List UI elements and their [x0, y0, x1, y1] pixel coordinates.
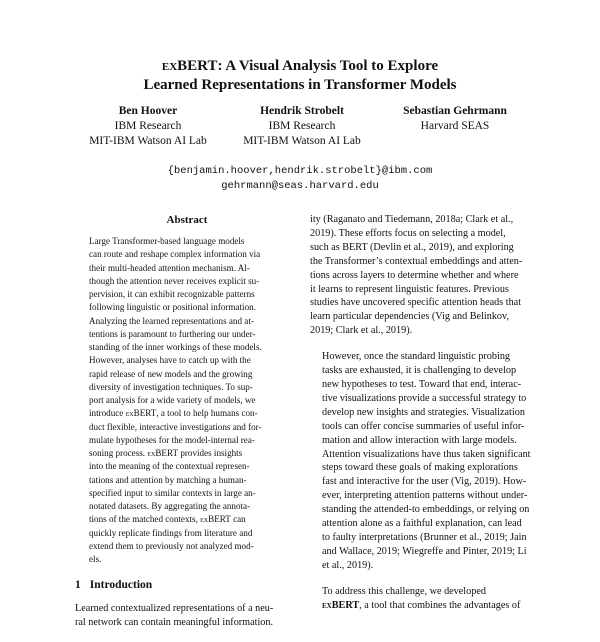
section-title: Introduction	[89, 579, 153, 592]
text-line: Attention visualizations have thus taken significant	[322, 448, 531, 460]
text-line: tasks are exhausted, it is challenging to develop	[322, 365, 517, 377]
text-line: Large Transformer-based language models	[89, 236, 245, 246]
paragraph	[310, 585, 534, 613]
text-line: 2019). These efforts focus on selecting a model,	[310, 227, 506, 239]
text-line: the Transformer’s contextual embeddings and atten-	[310, 255, 523, 267]
author-1	[70, 104, 226, 149]
text-line: though the attention never receives explicit su-	[89, 275, 260, 286]
author-2	[228, 104, 376, 149]
text-line: duct flexible, interactive investigations and for-	[89, 421, 262, 432]
text-line: and Wallace, 2019; Wiegreffe and Pinter, 2019; Li	[322, 545, 527, 557]
right-column	[310, 213, 534, 624]
text-line: mation and allow interaction with large models.	[322, 434, 517, 446]
abstract-heading: Abstract	[166, 214, 208, 226]
text-line: can route and reshape complex information via	[89, 249, 261, 260]
author-affiliation: Harvard SEAS	[420, 120, 490, 132]
title-line2: Learned Representations in Transformer Models	[143, 77, 457, 93]
text-line: standing the attended-to embeddings, or relying on	[322, 504, 530, 516]
text-line: such as BERT (Devlin et al., 2019), and exploring	[310, 241, 514, 253]
text-line: et al., 2019).	[322, 559, 374, 571]
abstract-body	[89, 235, 289, 566]
text-line: tions of the matched contexts, exBERT can	[89, 514, 246, 525]
author-emails	[100, 164, 500, 194]
text-line: develop new insights and strategies. Visualization	[322, 406, 525, 418]
text-line: quickly replicate findings from literature and	[89, 527, 253, 538]
text-line: ity (Raganato and Tiedemann, 2018a; Clark et al.,	[310, 214, 514, 225]
text-line: mulate hypotheses for the model-internal rea-	[89, 434, 255, 445]
text-line: However, analyses have to catch up with the	[89, 355, 251, 366]
text-line: learn particular dependencies (Vig and Belinkov,	[310, 311, 510, 323]
text-line: diversity of investigation techniques. To sup-	[89, 381, 253, 392]
author-affiliation: MIT-IBM Watson AI Lab	[243, 135, 361, 147]
text-line: els.	[89, 554, 102, 564]
text-line: introduce exBERT, a tool to help humans con-	[89, 408, 258, 419]
author-name: Sebastian Gehrmann	[403, 105, 507, 117]
text-line: tentions is paramount to furthering our under-	[89, 328, 256, 339]
text-line: their multi-headed attention mechanism. Al-	[89, 262, 250, 273]
text-line: following linguistic or positional information.	[89, 302, 256, 313]
text-line: To address this challenge, we developed	[322, 585, 486, 597]
text-line: port analysis for a wide variety of models, we	[89, 395, 256, 405]
text-line: fast and interactive for the user (Vig, 2019). How-	[322, 476, 527, 488]
text-line: 2019; Clark et al., 2019).	[310, 325, 413, 337]
text-line: attention alone as a faithful explanation, can lead	[322, 518, 522, 530]
text-line: soning process. exBERT provides insights	[89, 448, 243, 458]
intro-paragraph	[75, 602, 299, 630]
author-block	[70, 104, 530, 164]
text-line: standing of the inner workings of these models.	[89, 342, 262, 352]
text-line: new hypotheses to test. Toward that end, interac-	[322, 378, 522, 390]
text-line: to faulty interpretations (Brunner et al., 2019; Jain	[322, 531, 527, 543]
text-line: tations and attention by matching a human-	[89, 474, 247, 485]
text-line: tive visualizations provide a successful strategy to	[322, 392, 527, 404]
email-line: gehrmann@seas.harvard.edu	[221, 180, 379, 192]
paper-title	[60, 57, 540, 95]
text-line: steps toward these goals of making explorations	[322, 462, 518, 474]
text-line: ever, interpreting attention patterns without under-	[322, 490, 528, 502]
email-line: {benjamin.hoover,hendrik.strobelt}@ibm.com	[167, 165, 433, 177]
text-line: into the meaning of the contextual represen-	[89, 461, 250, 472]
left-column	[75, 213, 299, 642]
text-line: ral network can contain meaningful information.	[75, 617, 274, 629]
text-line: However, once the standard linguistic probing	[322, 351, 511, 363]
paragraph	[310, 213, 534, 338]
author-affiliation: MIT-IBM Watson AI Lab	[89, 135, 207, 147]
author-affiliation: IBM Research	[268, 120, 336, 132]
text-line: rapid release of new models and the growing	[89, 368, 253, 379]
text-line: it learns to represent linguistic features. Previous	[310, 283, 509, 295]
author-name: Hendrik Strobelt	[260, 105, 344, 117]
text-line: Analyzing the learned representations and at-	[89, 315, 254, 326]
section-heading	[75, 578, 299, 592]
text-line: extend them to previously not analyzed mod-	[89, 540, 254, 551]
title-line1-rest: : A Visual Analysis Tool to Explore	[217, 58, 439, 74]
text-line: pervision, it can exhibit recognizable patterns	[89, 289, 255, 299]
author-3	[380, 104, 530, 134]
text-line: specified input to similar contexts in large an-	[89, 487, 256, 498]
text-line: tions across layers to determine whether and where	[310, 269, 519, 281]
text-line: tools can offer concise summaries of useful infor-	[322, 420, 525, 432]
text-line: exBERT, a tool that combines the advantages of	[322, 599, 521, 611]
text-line: Learned contextualized representations of a neu-	[75, 603, 274, 615]
paragraph	[310, 350, 534, 573]
author-affiliation: IBM Research	[114, 120, 182, 132]
section-number: 1	[75, 579, 81, 592]
title-prefix: exBERT	[161, 58, 218, 74]
text-line: studies have uncovered specific attention heads that	[310, 297, 522, 309]
text-line: notated datasets. By aggregating the annota-	[89, 501, 251, 511]
author-name: Ben Hoover	[118, 105, 178, 117]
